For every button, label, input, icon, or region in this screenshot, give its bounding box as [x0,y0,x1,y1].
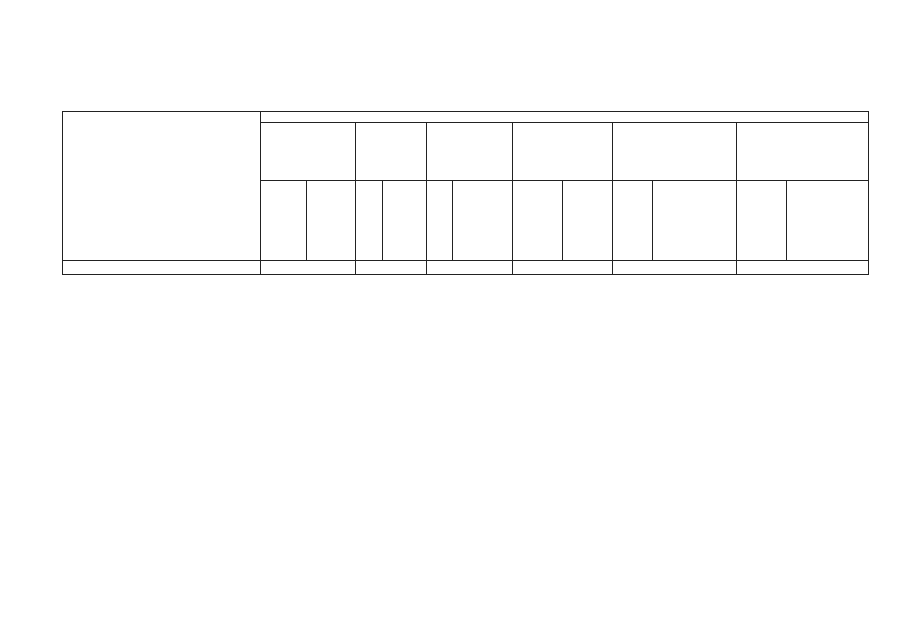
subheader-finance-2021 [383,181,427,261]
activities-schedule-table [62,111,869,275]
total-value-2023 [513,261,613,275]
subheader-finance-2025 [787,181,869,261]
subheader-finance-2023 [563,181,613,261]
subheader-schedule-2024 [613,181,653,261]
subheader-finance-2020 [307,181,356,261]
subheader-schedule-2023 [513,181,563,261]
subheader-schedule-2020 [261,181,307,261]
period-header-2021 [356,123,427,181]
period-header-2025 [737,123,869,181]
subheader-schedule-2025 [737,181,787,261]
period-header-2024 [613,123,737,181]
total-value-2020 [261,261,356,275]
subheader-schedule-2021 [356,181,383,261]
subheader-finance-2024 [653,181,737,261]
period-header-2020 [261,123,356,181]
total-row [63,261,869,275]
total-label [63,261,261,275]
total-value-2021 [356,261,427,275]
name-column-header [63,112,261,261]
period-header [261,112,869,123]
header-row-period [63,112,869,123]
period-header-2023 [513,123,613,181]
subheader-schedule-2022 [427,181,453,261]
total-value-2025 [737,261,869,275]
period-header-2022 [427,123,513,181]
subheader-finance-2022 [453,181,513,261]
total-value-2024 [613,261,737,275]
total-value-2022 [427,261,513,275]
